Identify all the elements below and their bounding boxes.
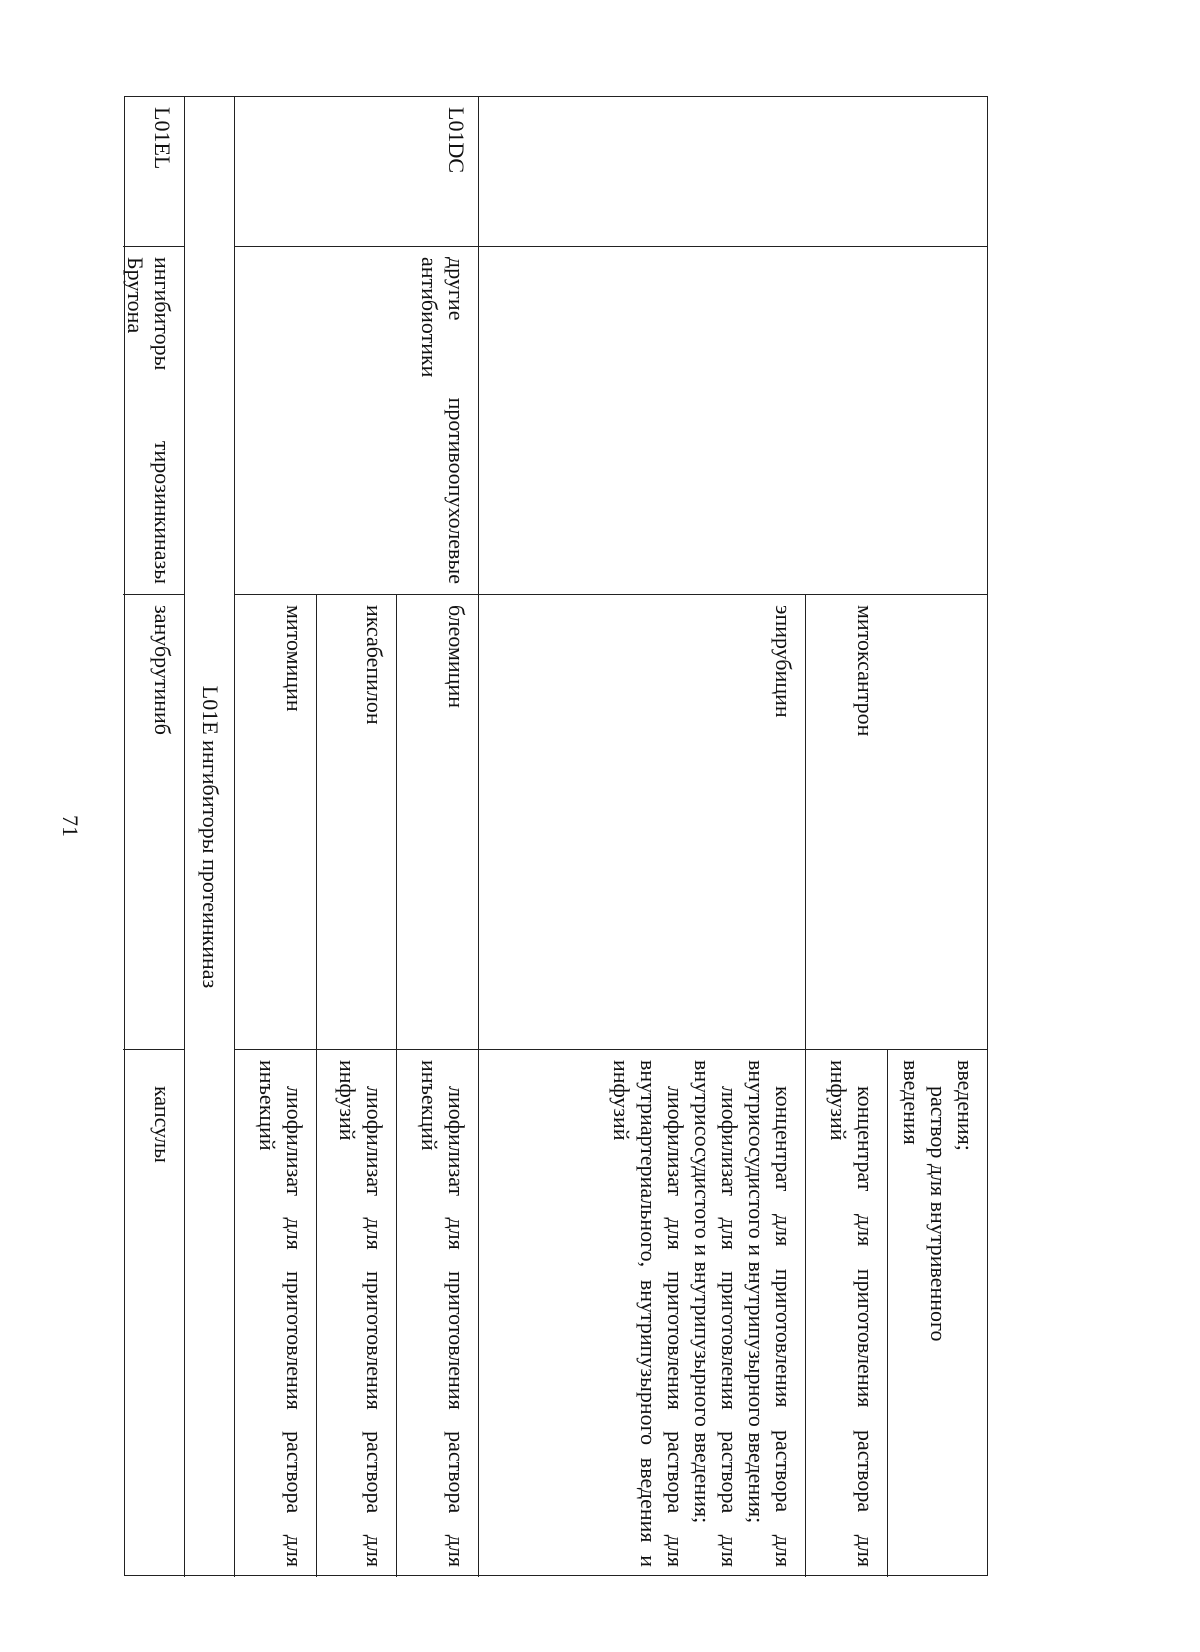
dosage-form-cell: [478, 1050, 805, 1577]
group-cell: [234, 247, 316, 595]
group-word: ингибиторы: [150, 257, 175, 371]
group-word: другие: [444, 257, 469, 321]
dosage-form-cell: концентрат для приготовления раствора для инфузий: [805, 1050, 887, 1577]
form-line: лиофилизат для приготовления раствора для внутрисосудистого и внутрипузырного введения;: [690, 1060, 742, 1567]
form-line-text: раствор для внутривенного: [926, 1086, 951, 1342]
drug-table: [124, 96, 988, 1576]
substance-cell: занубрутиниб: [123, 595, 184, 1050]
form-line: введения: [899, 1060, 924, 1145]
code-cell: [805, 97, 887, 247]
group-line: антибиотики: [417, 257, 442, 378]
form-line: концентрат для приготовления раствора для внутрисосудистого и внутрипузырного введения;: [744, 1060, 796, 1567]
substance-cell: [887, 595, 987, 1050]
group-cell: [123, 247, 184, 595]
substance-cell: иксабепилон: [316, 595, 396, 1050]
dosage-form-cell: капсулы: [150, 1086, 175, 1163]
dosage-form-cell: [887, 1050, 987, 1577]
code-cell: [316, 97, 396, 247]
form-line: введения;: [953, 1060, 978, 1151]
group-cell: [316, 247, 396, 595]
group-word: противоопухолевые: [444, 397, 469, 584]
code-cell: [234, 97, 316, 247]
dosage-form-cell: лиофилизат для приготовления раствора для инъекций: [396, 1050, 478, 1577]
page-number: 71: [58, 815, 83, 837]
group-cell: [887, 247, 987, 595]
code-cell: L01EL: [123, 97, 184, 247]
section-title: L01E ингибиторы протеинкиназ: [184, 97, 234, 1577]
dosage-form-cell: лиофилизат для приготовления раствора для инъекций: [234, 1050, 316, 1577]
code-cell: L01DC: [396, 97, 478, 247]
group-line: [443, 257, 470, 584]
substance-cell: эпирубицин: [478, 595, 805, 1050]
group-line: [149, 257, 176, 584]
group-line: Брутона: [123, 257, 148, 334]
group-cell: [805, 247, 887, 595]
group-word: тирозинкиназы: [150, 440, 175, 584]
dosage-form-cell: лиофилизат для приготовления раствора для инфузий: [316, 1050, 396, 1577]
substance-cell: блеомицин: [396, 595, 478, 1050]
code-cell: [886, 97, 987, 247]
substance-cell: митоксантрон: [805, 595, 887, 1050]
form-line: лиофилизат для приготовления раствора для внутриартериального, внутрипузырного введения и инфузий: [609, 1060, 688, 1567]
form-line: [925, 1060, 952, 1567]
code-cell: [478, 97, 805, 247]
group-cell: [396, 247, 478, 595]
group-cell: [478, 247, 805, 595]
substance-cell: митомицин: [234, 595, 316, 1050]
